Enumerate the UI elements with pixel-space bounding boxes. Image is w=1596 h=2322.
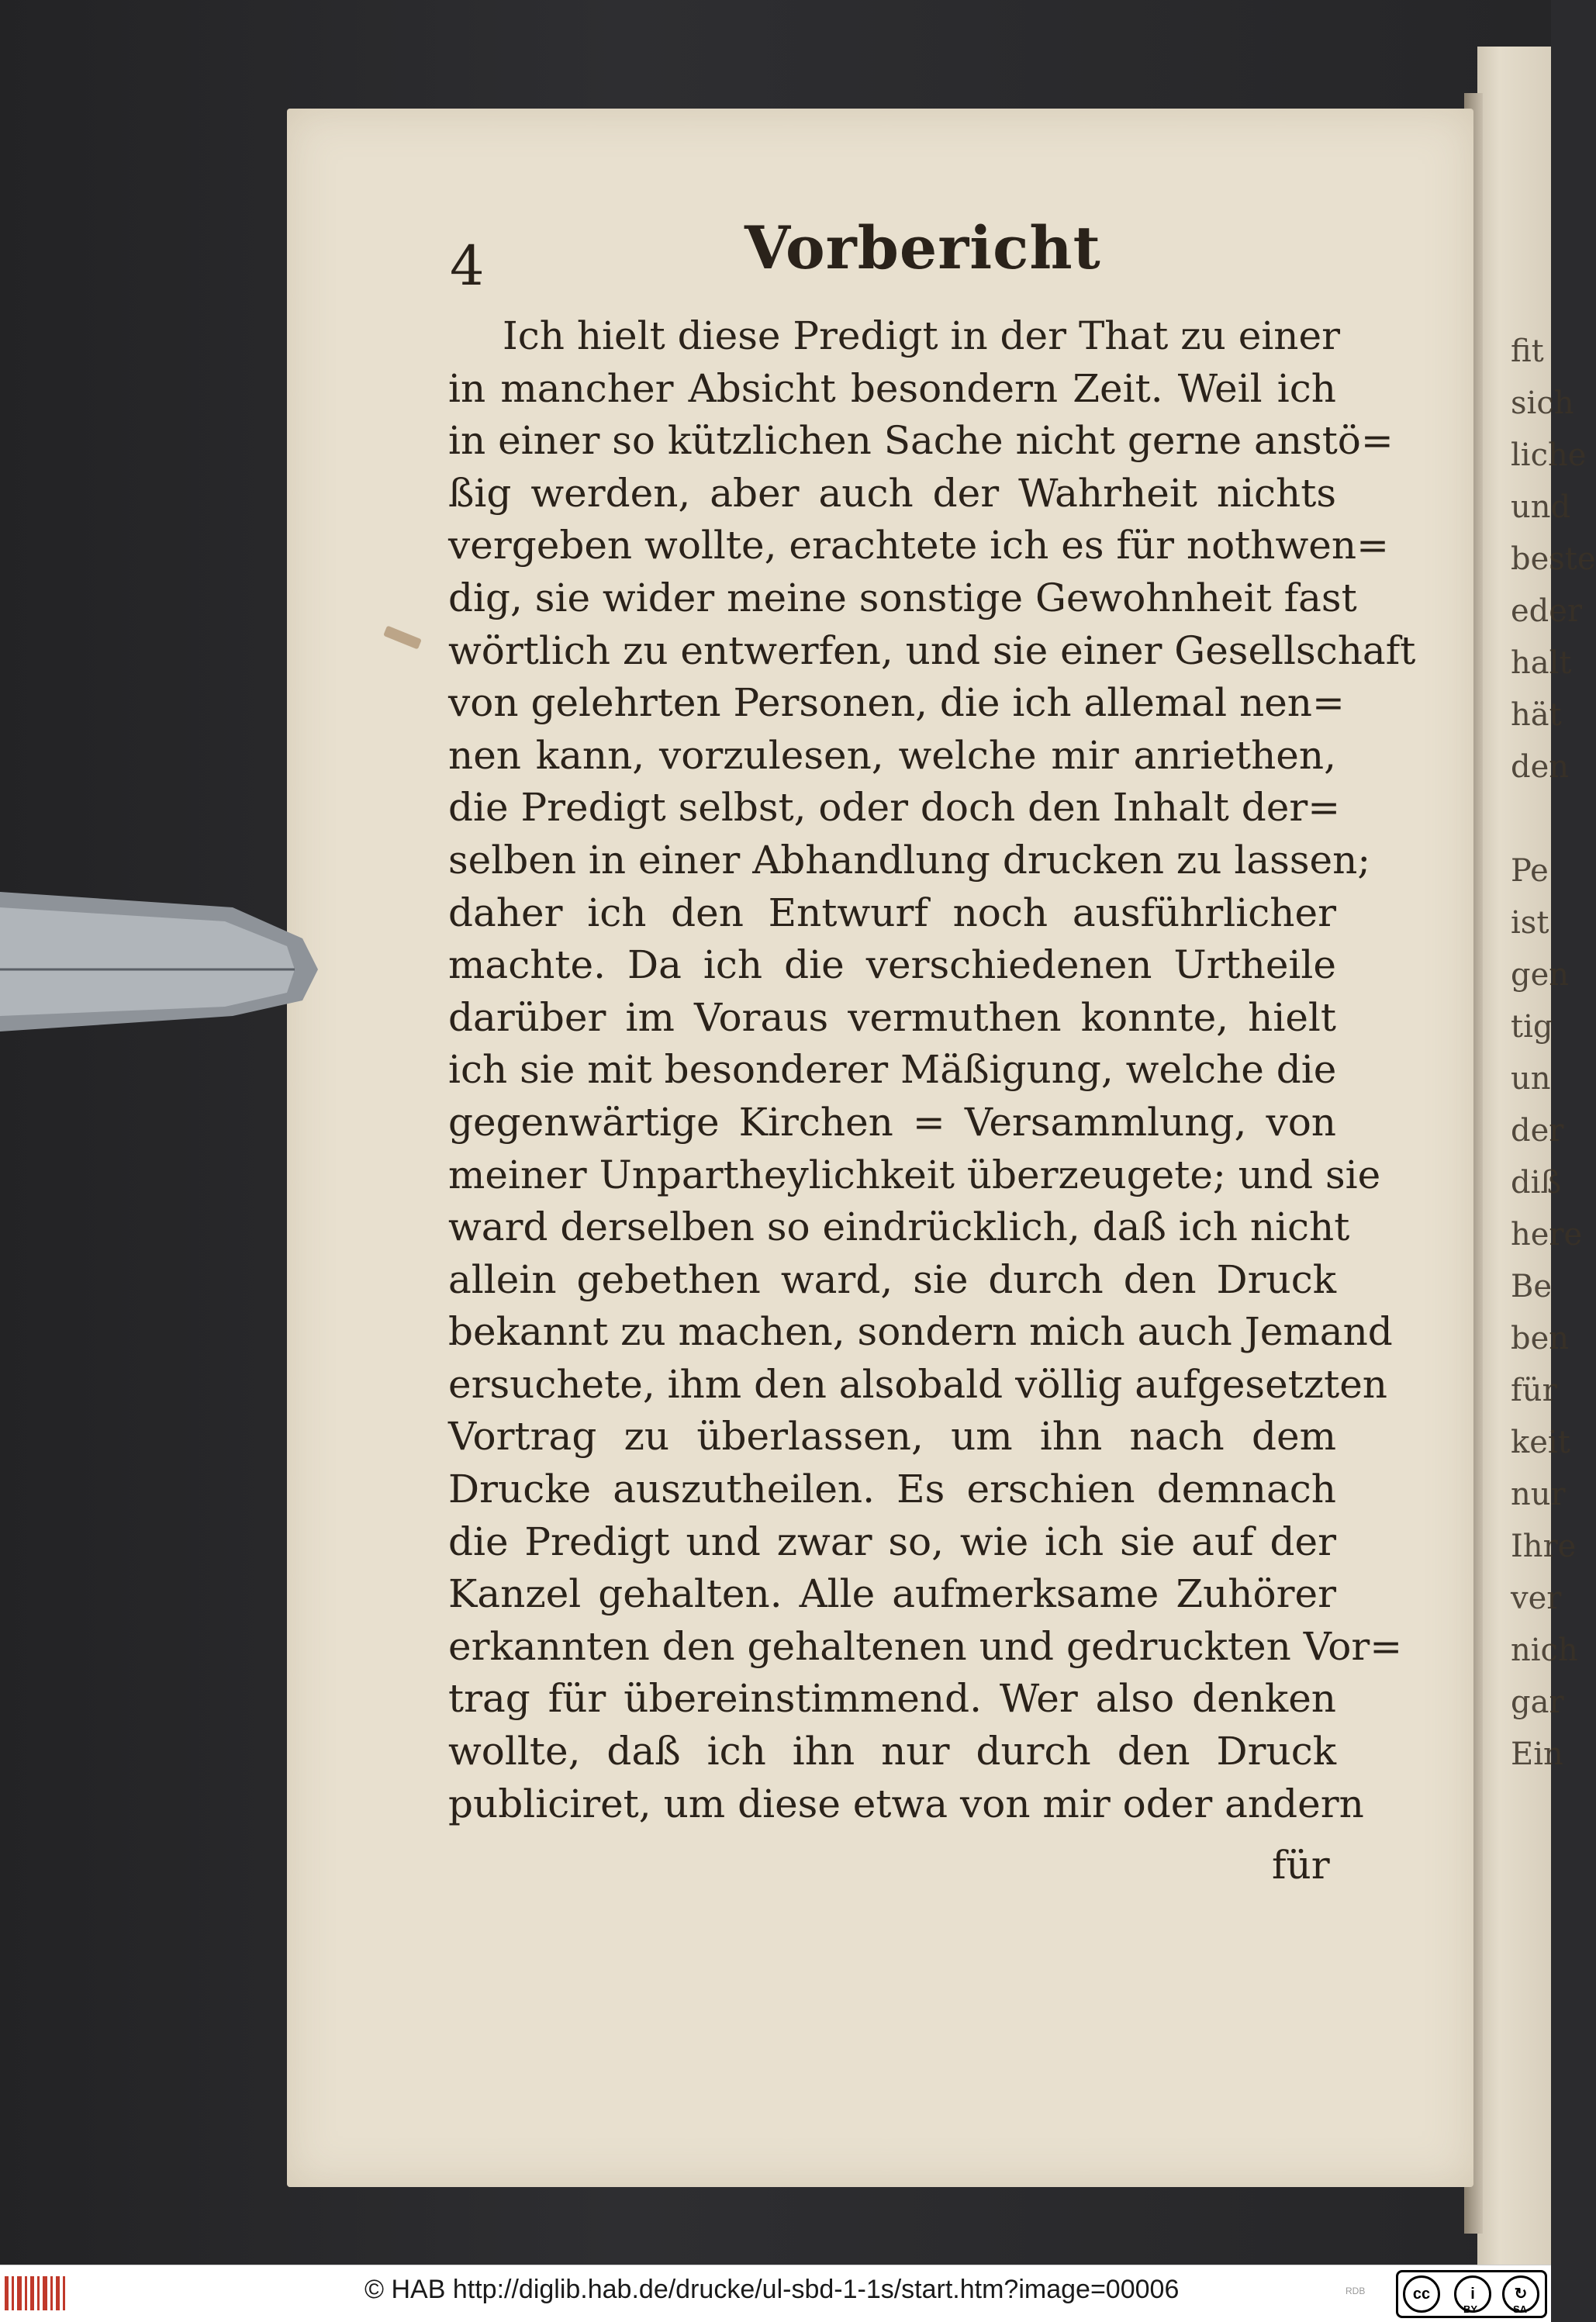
text-line: allein gebethen ward, sie durch den Druck: [448, 1256, 1336, 1302]
text-line: die Predigt selbst, oder doch den Inhalt der=: [448, 785, 1341, 831]
catchword: für: [1272, 1843, 1330, 1888]
text-line: wörtlich zu entwerfen, und sie einer Gesellschaft: [448, 627, 1416, 673]
creative-commons-license-badge[interactable]: [1396, 2270, 1547, 2318]
text-line: gegenwärtige Kirchen = Versammlung, von: [448, 1099, 1336, 1145]
text-line: vergeben wollte, erachtete ich es für nothwen=: [448, 523, 1389, 568]
license-by-label: BY: [1463, 2303, 1478, 2315]
text-line: Ich hielt diese Predigt in der That zu einer: [503, 313, 1341, 358]
text-line: Kanzel gehalten. Alle aufmerksame Zuhörer: [448, 1571, 1336, 1617]
text-line: Drucke auszutheilen. Es erschien demnach: [448, 1467, 1336, 1512]
text-line: ersuchete, ihm den alsobald völlig aufgesetzten: [448, 1361, 1387, 1407]
facing-page-text: fit sich liche und beste eder halt hät den Pe ist gen tig un der diß here Be ben für keit nur Ihre ver nich gar Ein: [1511, 333, 1596, 1772]
text-line: ßig werden, aber auch der Wahrheit nichts: [448, 470, 1336, 516]
source-credit-link[interactable]: © HAB http://diglib.hab.de/drucke/ul-sbd-1-1s/start.htm?image=00006: [364, 2275, 1180, 2304]
cc-icon: cc: [1403, 2275, 1440, 2313]
tiny-mark: RDB: [1346, 2286, 1366, 2296]
library-barcode-icon: [5, 2273, 67, 2313]
text-line: wollte, daß ich ihn nur durch den Druck: [448, 1729, 1336, 1774]
attribution-icon: i: [1454, 2275, 1491, 2313]
text-line: daher ich den Entwurf noch ausführlicher: [448, 890, 1336, 935]
text-line: machte. Da ich die verschiedenen Urtheile: [448, 942, 1336, 988]
book-clamp: [0, 861, 326, 1039]
text-line: trag für übereinstimmend. Wer also denken: [448, 1676, 1336, 1722]
text-line: nen kann, vorzulesen, welche mir anriethen,: [448, 732, 1336, 778]
text-line: selben in einer Abhandlung drucken zu lassen;: [448, 837, 1371, 883]
text-line: erkannten den gehaltenen und gedruckten Vor=: [448, 1623, 1403, 1669]
text-line: von gelehrten Personen, die ich allemal nen=: [448, 680, 1345, 726]
viewer-footer: [0, 2265, 1551, 2322]
text-line: bekannt zu machen, sondern mich auch Jemand: [448, 1309, 1393, 1355]
text-line: in einer so kützlichen Sache nicht gerne anstö=: [448, 418, 1394, 464]
text-line: die Predigt und zwar so, wie ich sie auf der: [448, 1519, 1336, 1564]
text-line: publiciret, um diese etwa von mir oder andern: [448, 1781, 1364, 1826]
text-line: meiner Unpartheylichkeit überzeugete; und sie: [448, 1152, 1381, 1197]
text-line: ich sie mit besonderer Mäßigung, welche die: [448, 1047, 1337, 1093]
license-sa-label: SA: [1513, 2303, 1528, 2315]
text-line: in mancher Absicht besondern Zeit. Weil ich: [448, 365, 1336, 411]
text-line: Vortrag zu überlassen, um ihn nach dem: [448, 1414, 1336, 1460]
running-head: Vorbericht: [744, 213, 1101, 282]
body-text: [448, 310, 1416, 1830]
page-number: 4: [450, 234, 485, 298]
share-alike-icon: ↻: [1502, 2275, 1539, 2313]
text-line: darüber im Voraus vermuthen konnte, hielt: [448, 994, 1336, 1040]
text-line: dig, sie wider meine sonstige Gewohnheit fast: [448, 575, 1357, 620]
text-line: ward derselben so eindrücklich, daß ich nicht: [448, 1204, 1350, 1250]
